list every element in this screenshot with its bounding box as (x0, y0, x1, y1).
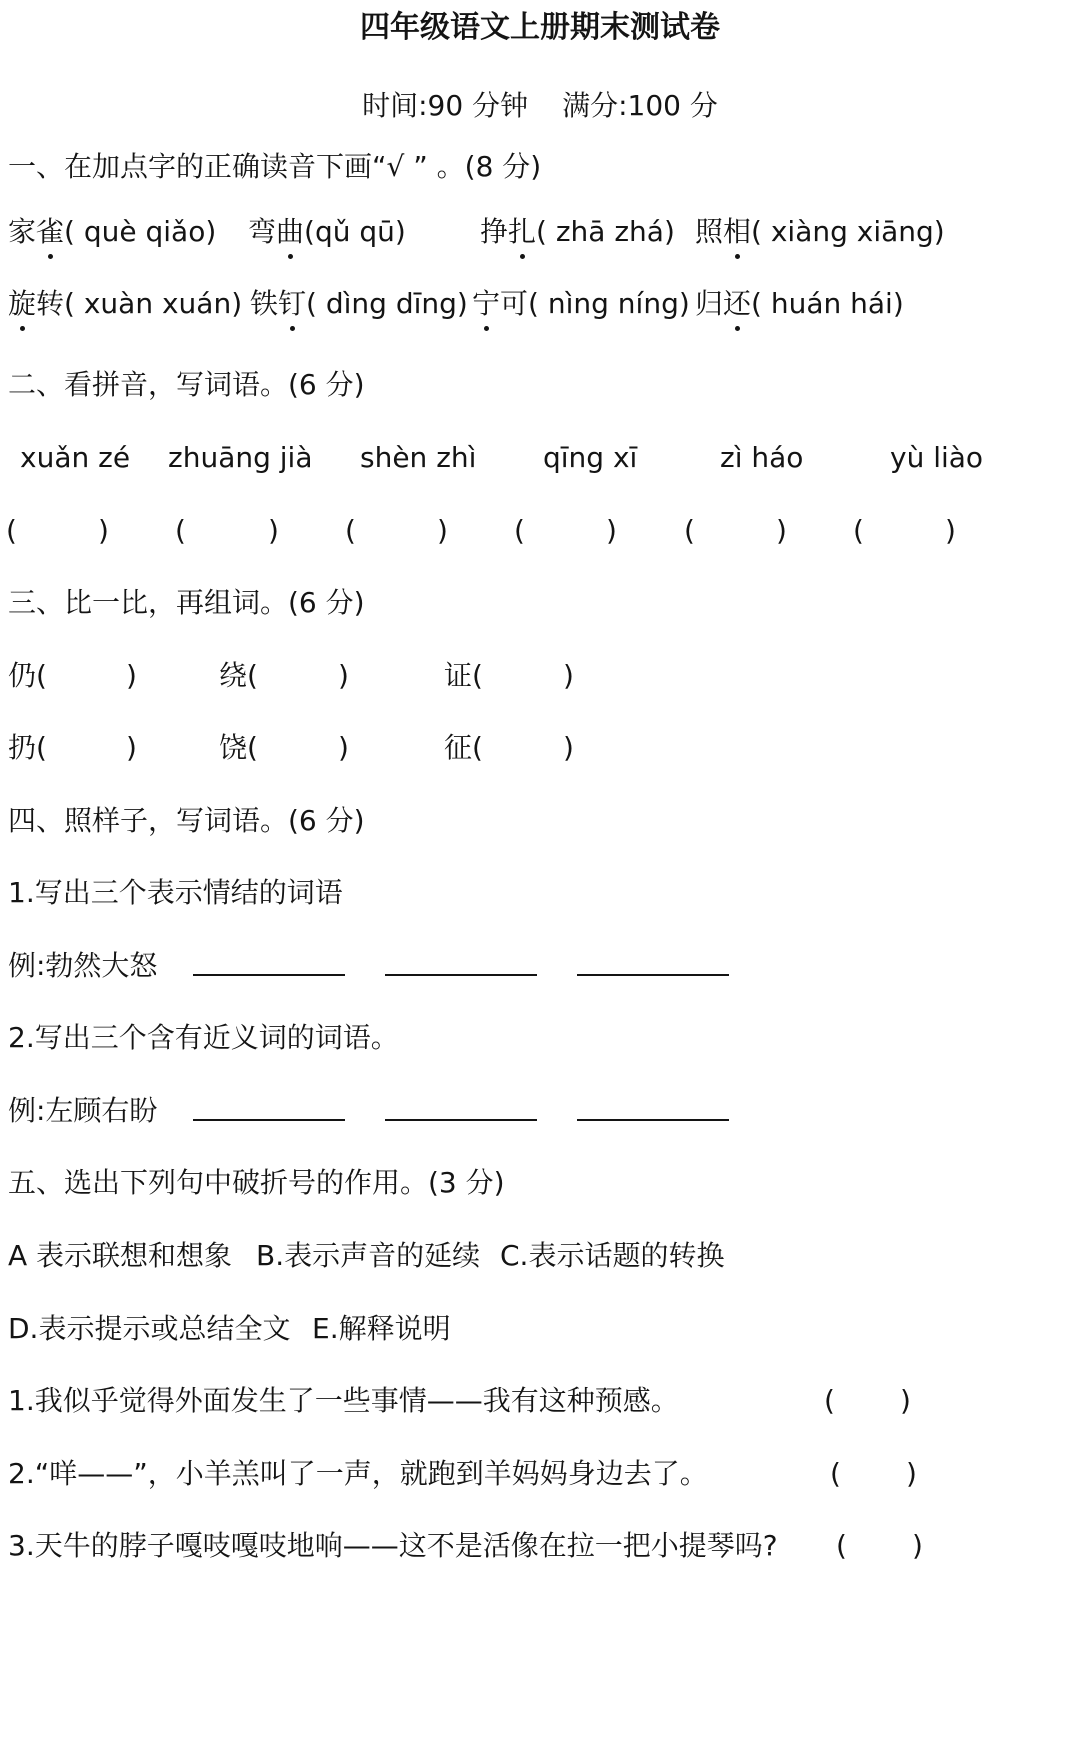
dotted-char: 钉 (278, 284, 306, 324)
pinyin-word: zì háo (720, 441, 804, 474)
dotted-char: 相 (723, 212, 751, 252)
answer-paren-close: ) (437, 514, 448, 547)
answer-blank[interactable] (193, 1119, 345, 1121)
answer-paren-close: ) (563, 659, 574, 692)
compare-char: 饶( (219, 731, 258, 764)
dotted-char: 宁 (472, 284, 500, 324)
answer-paren-open: ( (6, 514, 17, 547)
answer-paren-open: ( (830, 1457, 841, 1490)
page-title: 四年级语文上册期末测试卷 (360, 10, 720, 45)
dotted-char: 还 (723, 284, 751, 324)
exam-info (0, 86, 1080, 126)
section-1-heading: 一、在加点字的正确读音下画“√ ” 。(8 分) (8, 150, 542, 183)
dotted-char: 扎 (508, 212, 536, 252)
question-4-2: 2.写出三个含有近义词的词语。 (8, 1021, 399, 1054)
compare-char: 征( (444, 731, 483, 764)
answer-paren-close: ) (268, 514, 279, 547)
answer-paren-open: ( (175, 514, 186, 547)
option-c: C.表示话题的转换 (500, 1239, 725, 1272)
pinyin-item: 弯曲(qǔ qū) (248, 212, 406, 252)
section-2-heading: 二、看拼音，写词语。(6 分) (8, 368, 365, 401)
full-score: 满分:100 分 (562, 89, 718, 122)
answer-paren-close: ) (606, 514, 617, 547)
pinyin-word: yù liào (890, 441, 984, 474)
compare-char: 绕( (219, 659, 258, 692)
answer-paren-close: ) (338, 731, 349, 764)
dotted-char: 雀 (36, 212, 64, 252)
answer-paren-close: ) (563, 731, 574, 764)
sentence-2: 2.“咩——”，小羊羔叫了一声，就跑到羊妈妈身边去了。 (8, 1457, 708, 1490)
section-4-heading: 四、照样子，写词语。(6 分) (8, 804, 365, 837)
answer-blank[interactable] (577, 1119, 729, 1121)
answer-paren-open: ( (853, 514, 864, 547)
compare-char: 证( (444, 659, 483, 692)
pinyin-item: 宁可( nìng níng) (472, 284, 690, 324)
answer-paren-close: ) (900, 1384, 911, 1417)
sentence-3: 3.天牛的脖子嘎吱嘎吱地响——这不是活像在拉一把小提琴吗? (8, 1529, 778, 1562)
pinyin-item: 挣扎( zhā zhá) (480, 212, 675, 252)
option-e: E.解释说明 (312, 1312, 451, 1345)
section-3-heading: 三、比一比，再组词。(6 分) (8, 586, 365, 619)
answer-paren-close: ) (338, 659, 349, 692)
pinyin-item: 照相( xiàng xiāng) (695, 212, 945, 252)
dotted-char: 曲 (276, 212, 304, 252)
example-4-1: 例:勃然大怒 (8, 949, 158, 982)
pinyin-word: qīng xī (543, 441, 638, 474)
compare-char: 扔( (8, 731, 47, 764)
dotted-char: 旋 (8, 284, 36, 324)
answer-paren-close: ) (126, 731, 137, 764)
pinyin-item: 铁钉( dìng dīng) (250, 284, 468, 324)
section-5-heading: 五、选出下列句中破折号的作用。(3 分) (8, 1166, 505, 1199)
answer-paren-close: ) (126, 659, 137, 692)
answer-blank[interactable] (193, 974, 345, 976)
pinyin-word: shèn zhì (360, 441, 477, 474)
answer-paren-open: ( (824, 1384, 835, 1417)
pinyin-item: 家雀( què qiǎo) (8, 212, 216, 252)
answer-blank[interactable] (385, 1119, 537, 1121)
question-4-1: 1.写出三个表示情结的词语 (8, 876, 343, 909)
pinyin-word: zhuāng jià (168, 441, 313, 474)
answer-paren-open: ( (345, 514, 356, 547)
pinyin-word: xuǎn zé (20, 441, 131, 474)
answer-blank[interactable] (385, 974, 537, 976)
pinyin-item: 归还( huán hái) (695, 284, 904, 324)
answer-paren-close: ) (776, 514, 787, 547)
answer-blank[interactable] (577, 974, 729, 976)
answer-paren-open: ( (684, 514, 695, 547)
answer-paren-close: ) (98, 514, 109, 547)
answer-paren-close: ) (945, 514, 956, 547)
option-d: D.表示提示或总结全文 (8, 1312, 291, 1345)
sentence-1: 1.我似乎觉得外面发生了一些事情——我有这种预感。 (8, 1384, 679, 1417)
pinyin-item: 旋转( xuàn xuán) (8, 284, 242, 324)
answer-paren-close: ) (912, 1529, 923, 1562)
option-b: B.表示声音的延续 (256, 1239, 481, 1272)
option-a: A 表示联想和想象 (8, 1239, 233, 1272)
answer-paren-open: ( (836, 1529, 847, 1562)
answer-paren-open: ( (514, 514, 525, 547)
compare-char: 仍( (8, 659, 47, 692)
example-4-2: 例:左顾右盼 (8, 1094, 158, 1127)
time-limit: 时间:90 分钟 (362, 89, 529, 122)
answer-paren-close: ) (906, 1457, 917, 1490)
